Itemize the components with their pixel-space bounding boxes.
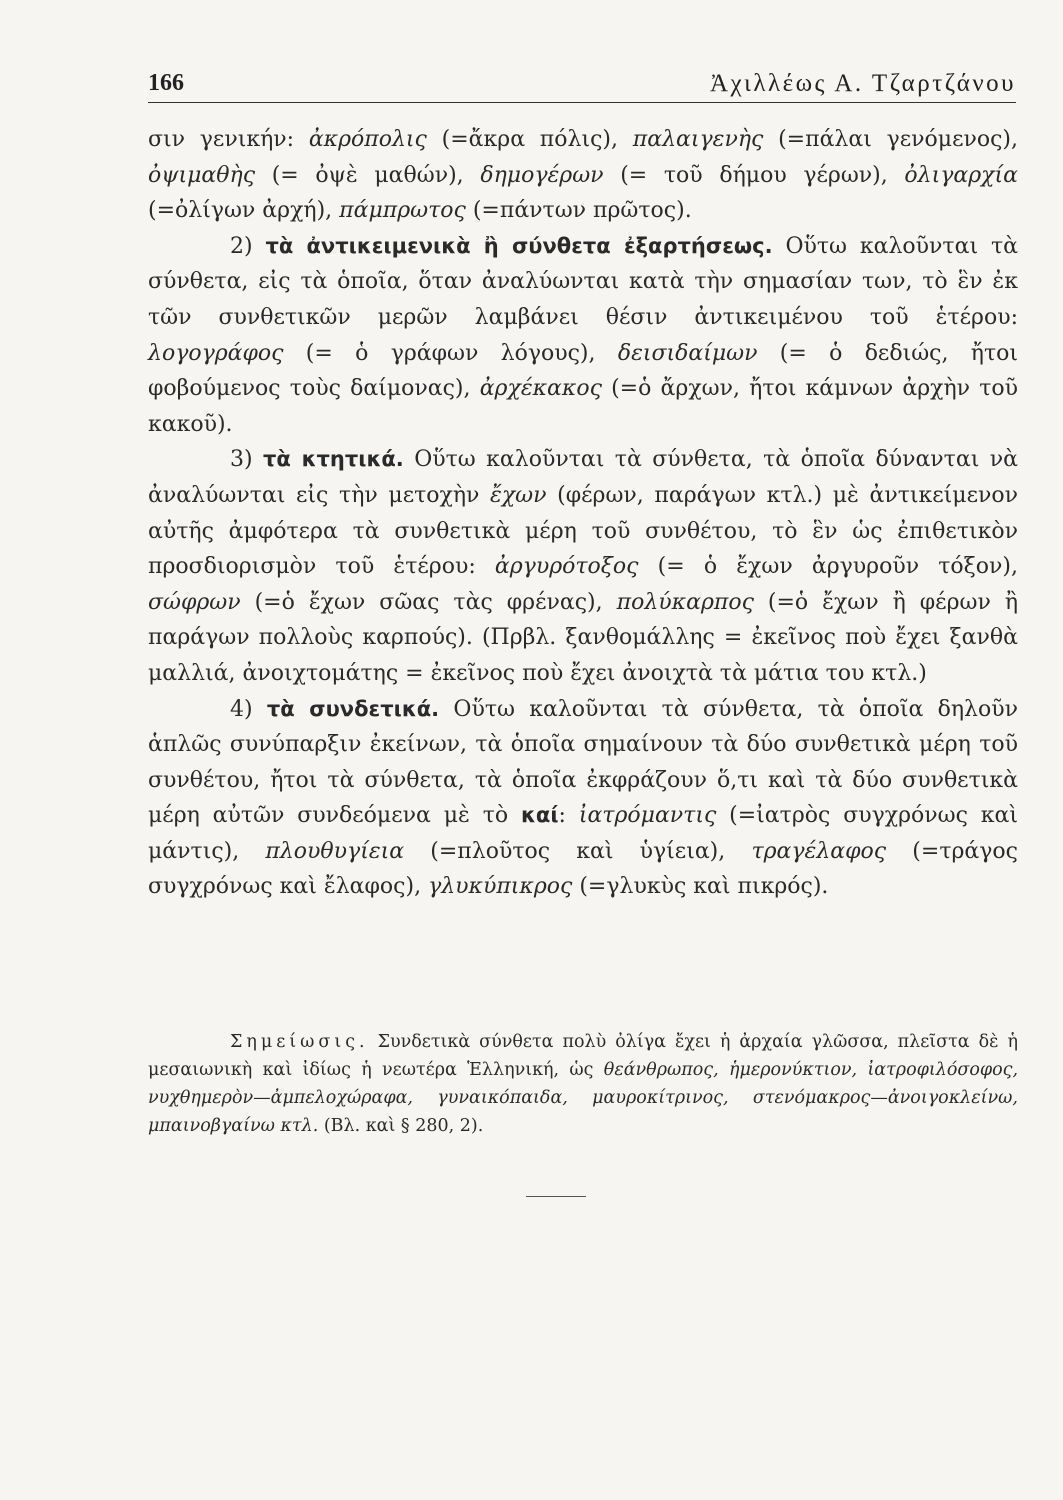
term: παλαιγενὴς	[632, 127, 764, 152]
term: ἰατρόμαντις	[578, 803, 717, 829]
text: (φέρων, παράγων κτλ.) μὲ ἀντικείμενον αὐτῆς ἀμφότερα τὰ συνθετικὰ μέρη τοῦ συνθέτου, τὸ ἓν ὡς ἐπιθετικὸν προσδιορισμὸν τοῦ ἑτέρου:	[148, 482, 1018, 580]
term: σώφρων	[148, 589, 241, 615]
paragraph-4	[148, 692, 1018, 906]
text: (=ἄκρα πόλις),	[426, 127, 633, 152]
section-divider	[526, 1196, 586, 1197]
term: πάμπρωτος	[339, 198, 466, 224]
text: (= ὁ ἔχων ἀργυροῦν τόξον),	[638, 554, 1018, 580]
text: (= ὁ δεδιώς, ἤτοι φοβούμενος τοὺς δαίμονας),	[148, 340, 1018, 402]
item-number: 2)	[230, 233, 266, 259]
section-heading: τὰ κτητικά.	[263, 447, 404, 472]
term: γλυκύπικρος	[428, 874, 573, 900]
text: Συνδετικὰ σύνθετα πολὺ ὀλίγα ἔχει ἡ ἀρχαία γλῶσσα, πλεῖστα δὲ ἡ μεσαιωνικὴ καὶ ἰδίως ἡ νεωτέρα Ἑλληνική, ὡς	[148, 1031, 1018, 1080]
text: Οὕτω καλοῦνται τὰ σύνθετα, εἰς τὰ ὁποῖα, ὅταν ἀναλύωνται κατὰ τὴν σημασίαν των, τὸ ἓν ἐκ τῶν συνθετικῶν μερῶν λαμβάνει θέσιν ἀντικειμένου τοῦ ἑτέρου:	[148, 233, 1018, 330]
text: (Βλ. καὶ § 280, 2).	[318, 1115, 484, 1136]
item-number: 4)	[230, 696, 267, 722]
text: (=πλοῦτος καὶ ὑγίεια),	[404, 838, 752, 864]
page-header	[148, 62, 1016, 103]
running-head: Ἀχιλλέως Α. Τζαρτζάνου	[709, 70, 1016, 97]
text: (=ὀλίγων ἀρχή),	[148, 198, 340, 224]
paragraph-2	[148, 229, 1018, 443]
text: (=ἰατρὸς συγχρόνως καὶ μάντις),	[148, 803, 1018, 864]
text: Οὕτω καλοῦνται τὰ σύνθετα, τὰ ὁποῖα δύνανται νὰ ἀναλύωνται εἰς τὴν μετοχὴν	[148, 447, 1018, 508]
section-heading: τὰ ἀντικειμενικὰ ἢ σύνθετα ἐξαρτήσεως.	[265, 233, 773, 258]
term: πλουθυγίεια	[265, 838, 405, 864]
section-heading: τὰ συνδετικά.	[266, 696, 440, 721]
body-text	[148, 122, 1018, 905]
term: ἔχων	[490, 482, 547, 508]
paragraph-1	[148, 122, 1018, 229]
text: (=ὁ ἔχων σῶας τὰς φρένας),	[240, 589, 617, 615]
item-number: 3)	[230, 447, 264, 473]
text: (= ὀψὲ μαθών),	[255, 162, 481, 188]
note-paragraph	[148, 1028, 1018, 1140]
paragraph-3	[148, 442, 1018, 691]
term: ὀλιγαρχία	[904, 162, 1018, 188]
text: (=ὁ ἔχων ἢ φέρων ἢ παράγων πολλοὺς καρπούς). (Πρβλ. ξανθομάλλης = ἐκεῖνος ποὺ ἔχει ξανθὰ μαλλιά, ἀνοιχτομάτης = ἐκεῖνος ποὺ ἔχει ἀνοιχτὰ τὰ μάτια του κτλ.)	[148, 589, 1018, 686]
text: Οὕτω καλοῦνται τὰ σύνθετα, τὰ ὁποῖα δηλοῦν ἁπλῶς συνύπαρξιν ἐκείνων, τὰ ὁποῖα σημαίνουν τὰ δύο συνθετικὰ μέρη τοῦ συνθέτου, ἤτοι τὰ σύνθετα, τὰ ὁποῖα ἐκφράζουν ὅ,τι καὶ τὰ δύο συνθετικὰ μέρη αὐτῶν συνδεόμενα μὲ τὸ	[148, 696, 1018, 829]
text: (= ὁ γράφων λόγους),	[283, 340, 618, 366]
page-number: 166	[148, 70, 184, 96]
text: (=πάλαι γενόμενος),	[763, 127, 1018, 152]
text: (= τοῦ δήμου γέρων),	[603, 162, 905, 188]
text: (=τράγος συγχρόνως καὶ ἔλαφος),	[148, 838, 1018, 900]
term: ἀκρόπολις	[308, 127, 427, 152]
term: πολύκαρπος	[616, 589, 754, 615]
text: :	[558, 803, 579, 829]
emphasis: καί	[520, 803, 559, 828]
term: ἀρχέκακος	[479, 376, 602, 402]
text: (=γλυκὺς καὶ πικρός).	[572, 874, 829, 900]
term: ἀργυρότοξος	[494, 554, 639, 580]
term: δημογέρων	[480, 162, 604, 188]
term: λογογράφος	[148, 340, 284, 366]
term: τραγέλαφος	[751, 838, 887, 864]
term: δεισιδαίμων	[617, 340, 758, 366]
text: (=πάντων πρῶτος).	[465, 198, 692, 224]
term: ὀψιμαθὴς	[148, 162, 256, 188]
text: σιν γενικήν:	[148, 127, 309, 152]
note-label: Σημείωσις.	[230, 1031, 369, 1052]
text: (=ὁ ἄρχων, ἤτοι κάμνων ἀρχὴν τοῦ κακοῦ).	[148, 376, 1018, 437]
term-list: θεάνθρωπος, ἡμερονύκτιον, ἰατροφιλόσοφος, νυχθημερὸν—ἀμπελοχώραφα, γυναικόπαιδα, μαυροκίτρινος, στενόμακρος—ἀνοιγοκλείνω, μπαινοβγαίνω κτλ.	[148, 1059, 1019, 1136]
